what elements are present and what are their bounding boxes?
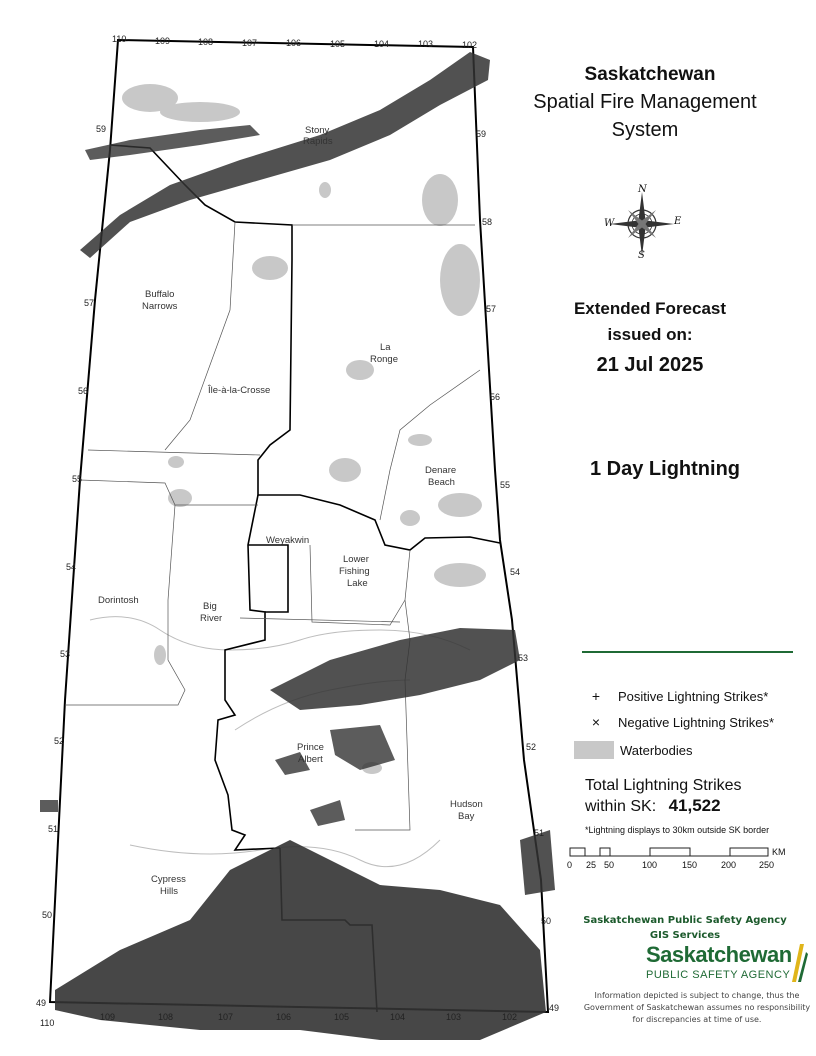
product-type: 1 Day Lightning: [590, 458, 740, 480]
scale-tick-100: 100: [642, 860, 658, 870]
svg-text:54: 54: [66, 562, 77, 572]
compass-e: E: [674, 216, 682, 227]
scale-tick-25: 25: [586, 860, 597, 870]
scale-tick-50: 50: [604, 860, 615, 870]
total-label-line1: Total Lightning Strikes: [585, 777, 742, 794]
svg-text:103: 103: [446, 1012, 462, 1022]
svg-text:Bay: Bay: [458, 811, 475, 822]
svg-text:53: 53: [518, 653, 529, 663]
svg-text:Cypress: Cypress: [151, 874, 186, 885]
svg-text:Beach: Beach: [428, 477, 455, 488]
svg-text:51: 51: [534, 828, 545, 838]
svg-text:River: River: [200, 613, 223, 624]
map-title: Saskatchewan: [584, 64, 716, 85]
logo-wordmark: Saskatchewan: [646, 942, 792, 967]
svg-text:52: 52: [526, 742, 537, 752]
legend-water-label: Waterbodies: [620, 742, 693, 758]
svg-text:108: 108: [198, 37, 214, 47]
agency-line1: Saskatchewan Public Safety Agency: [583, 915, 787, 926]
plus-icon: +: [591, 688, 601, 704]
svg-text:57: 57: [486, 304, 497, 314]
water-swatch-icon: [574, 741, 614, 759]
agency-name: [570, 913, 800, 943]
svg-text:Île-à-la-Crosse: Île-à-la-Crosse: [208, 385, 271, 396]
svg-text:Lake: Lake: [347, 578, 368, 589]
svg-text:56: 56: [78, 386, 89, 396]
svg-text:59: 59: [476, 129, 487, 139]
svg-text:102: 102: [502, 1012, 518, 1022]
svg-text:Big: Big: [203, 601, 217, 612]
total-label-line2-row: [585, 796, 742, 817]
compass-w: W: [604, 218, 615, 229]
svg-text:110: 110: [112, 34, 127, 44]
agency-line2: GIS Services: [649, 930, 721, 941]
scale-tick-150: 150: [682, 860, 698, 870]
svg-text:52: 52: [54, 736, 65, 746]
svg-text:106: 106: [276, 1012, 292, 1022]
svg-text:Dorintosh: Dorintosh: [98, 595, 139, 606]
svg-text:Ronge: Ronge: [370, 354, 398, 365]
svg-text:107: 107: [242, 38, 258, 48]
svg-text:55: 55: [72, 474, 83, 484]
svg-text:108: 108: [158, 1012, 174, 1022]
svg-text:Stony: Stony: [305, 125, 330, 136]
compass-rose: [610, 192, 674, 256]
wheat-icon: [788, 942, 808, 982]
scale-bar: [570, 848, 768, 856]
svg-text:107: 107: [218, 1012, 234, 1022]
scale-unit: KM: [772, 847, 786, 857]
svg-text:Prince: Prince: [297, 742, 324, 753]
scale-tick-0: 0: [567, 860, 573, 870]
legend-positive: [574, 688, 768, 704]
lightning-note: *Lightning displays to 30km outside SK border: [585, 825, 770, 835]
svg-text:50: 50: [541, 916, 552, 926]
forecast-label-line2: issued on:: [607, 325, 693, 344]
svg-text:102: 102: [462, 40, 478, 50]
svg-text:104: 104: [390, 1012, 406, 1022]
svg-text:Albert: Albert: [298, 754, 323, 765]
svg-text:50: 50: [42, 910, 53, 920]
svg-text:109: 109: [155, 36, 171, 46]
issue-date: 21 Jul 2025: [596, 354, 704, 376]
svg-text:Narrows: Narrows: [142, 301, 178, 312]
svg-text:103: 103: [418, 39, 434, 49]
svg-text:Fishing: Fishing: [339, 566, 370, 577]
svg-text:Lower: Lower: [343, 554, 369, 565]
svg-text:53: 53: [60, 649, 71, 659]
legend-water: [574, 741, 693, 759]
map-subtitle-line1: Spatial Fire Management: [533, 91, 757, 113]
svg-text:104: 104: [374, 39, 390, 49]
svg-text:59: 59: [96, 124, 107, 134]
svg-text:Buffalo: Buffalo: [145, 289, 175, 300]
total-value: 41,522: [668, 796, 721, 815]
svg-text:La: La: [380, 342, 391, 353]
scale-tick-250: 250: [759, 860, 775, 870]
svg-text:51: 51: [48, 824, 59, 834]
svg-text:56: 56: [490, 392, 501, 402]
svg-text:Hudson: Hudson: [450, 799, 483, 810]
svg-text:55: 55: [500, 480, 511, 490]
svg-text:57: 57: [84, 298, 95, 308]
svg-text:105: 105: [330, 39, 346, 49]
forecast-label-line1: Extended Forecast: [573, 299, 727, 318]
total-strikes: [585, 776, 742, 817]
svg-text:58: 58: [482, 217, 493, 227]
svg-text:Weyakwin: Weyakwin: [266, 535, 310, 546]
svg-text:54: 54: [510, 567, 521, 577]
cross-icon: ×: [591, 714, 601, 730]
logo-subtitle: PUBLIC SAFETY AGENCY: [646, 969, 791, 981]
compass-n: N: [638, 184, 647, 195]
svg-text:Rapids: Rapids: [303, 136, 333, 147]
legend-negative: [574, 714, 774, 730]
svg-text:109: 109: [100, 1012, 116, 1022]
compass-s: S: [638, 250, 645, 261]
legend-positive-label: Positive Lightning Strikes*: [618, 688, 769, 704]
svg-text:Hills: Hills: [160, 886, 178, 897]
svg-text:106: 106: [286, 38, 302, 48]
svg-text:105: 105: [334, 1012, 350, 1022]
svg-text:110: 110: [40, 1018, 55, 1028]
svg-text:49: 49: [549, 1003, 560, 1013]
total-label-line2: within SK:: [585, 798, 657, 815]
scale-tick-200: 200: [721, 860, 737, 870]
svg-text:49: 49: [36, 998, 47, 1008]
svg-text:Denare: Denare: [425, 465, 457, 476]
legend-negative-label: Negative Lightning Strikes*: [618, 714, 775, 730]
spsa-logo: [640, 942, 810, 992]
disclaimer: Information depicted is subject to change, thus the Government of Saskatchewan assumes no responsibility for discrepancies at time of use.: [583, 991, 811, 1024]
map-subtitle-line2: System: [611, 119, 679, 141]
